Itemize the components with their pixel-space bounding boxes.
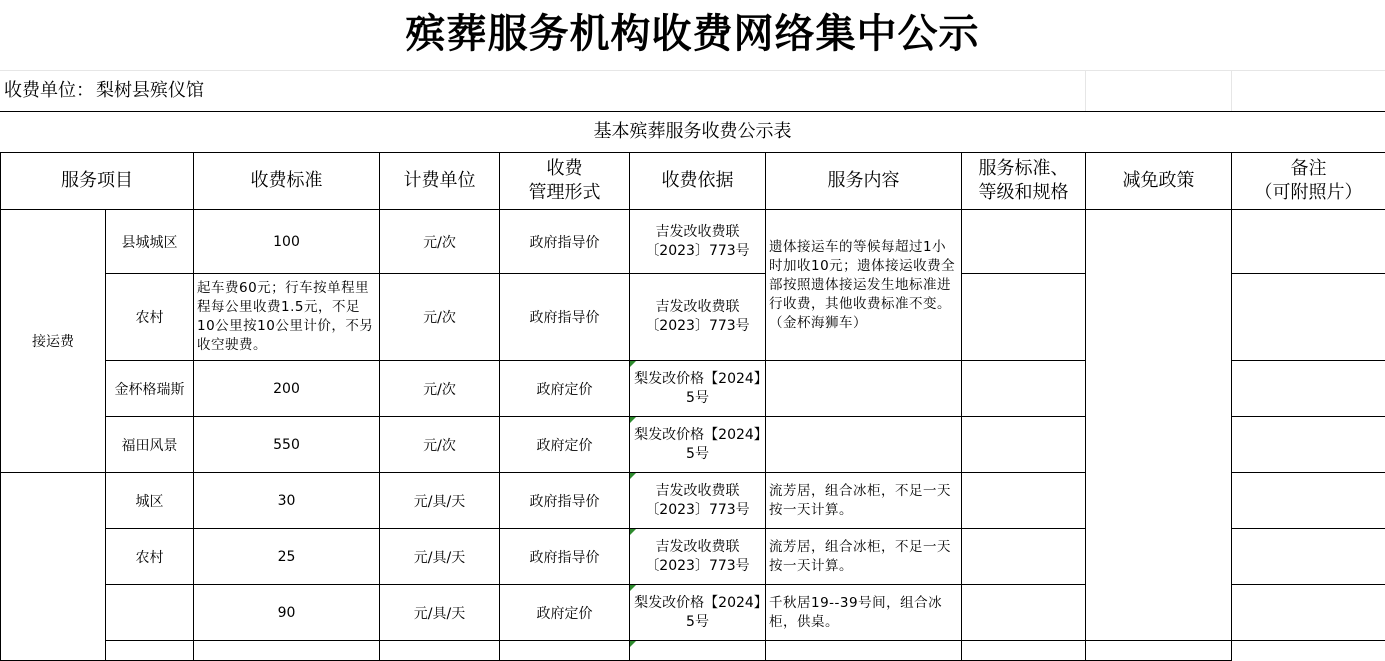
header-level-1: 服务标准、 [979,158,1069,179]
basis-cell: 吉发改收费联〔2023〕773号 [630,473,766,529]
header-remark [1232,153,1385,210]
level-cell [962,473,1086,529]
mgmt-cell: 政府指导价 [500,210,630,274]
basis-cell: 梨发改价格【2024】5号 [630,417,766,473]
header-mgmt [500,153,630,210]
level-cell [962,361,1086,417]
mgmt-cell: 政府定价 [500,361,630,417]
mgmt-cell: 政府定价 [500,585,630,641]
unit-cell: 元/具/天 [380,473,500,529]
sub-item-cell [106,641,194,661]
unit-cell: 元/具/天 [380,585,500,641]
header-level [962,153,1086,210]
content-cell [766,641,962,661]
header-row [1,153,1385,210]
unit-cell: 元/次 [380,361,500,417]
group-cell: 接运费 [1,210,106,473]
mgmt-cell: 政府指导价 [500,473,630,529]
remark-cell [1086,641,1232,661]
content-cell [766,417,962,473]
standard-cell [194,641,380,661]
level-cell [962,210,1086,274]
content-cell [766,361,962,417]
basis-cell: 吉发改收费联〔2023〕773号 [630,274,766,361]
header-basis: 收费依据 [630,153,766,210]
relief-cell [1086,210,1232,641]
standard-cell: 25 [194,529,380,585]
level-cell [962,585,1086,641]
header-unit: 计费单位 [380,153,500,210]
remark-cell [1232,417,1385,473]
remark-cell [1232,585,1385,641]
fee-unit [4,71,204,111]
content-cell: 流芳居，组合冰柜，不足一天按一天计算。 [766,473,962,529]
standard-cell: 起车费60元；行车按单程里程每公里收费1.5元，不足10公里按10公里计价，不另收空驶费。 [194,274,380,361]
unit-cell: 元/次 [380,417,500,473]
basis-cell: 梨发改价格【2024】5号 [630,585,766,641]
unit-cell: 元/具/天 [380,529,500,585]
basis-cell [630,641,766,661]
group-cell [1,473,106,661]
fee-unit-label: 收费单位： [4,80,94,101]
content-cell: 遗体接运车的等候每超过1小时加收10元；遗体接运收费全部按照遗体接运发生地标准进行收费，其他收费标准不变。（金杯海狮车） [766,210,962,361]
sub-item-cell: 县城城区 [106,210,194,274]
mgmt-cell: 政府指导价 [500,529,630,585]
level-cell [962,641,1086,661]
level-cell [962,417,1086,473]
sub-item-cell: 福田风景 [106,417,194,473]
sub-item-cell: 城区 [106,473,194,529]
header-relief: 减免政策 [1086,153,1232,210]
standard-cell: 100 [194,210,380,274]
level-cell [962,274,1086,361]
sub-item-cell: 金杯格瑞斯 [106,361,194,417]
unit-cell: 元/次 [380,274,500,361]
table-row [1,641,1385,661]
unit-cell: 元/次 [380,210,500,274]
fee-unit-value: 梨树县殡仪馆 [96,80,204,101]
content-cell: 流芳居，组合冰柜，不足一天按一天计算。 [766,529,962,585]
header-mgmt-1: 收费 [547,158,583,179]
level-cell [962,529,1086,585]
header-standard: 收费标准 [194,153,380,210]
basis-cell: 吉发改收费联〔2023〕773号 [630,210,766,274]
sub-item-cell: 农村 [106,529,194,585]
header-level-2: 等级和规格 [979,182,1069,203]
standard-cell: 200 [194,361,380,417]
remark-cell [1232,473,1385,529]
page-title: 殡葬服务机构收费网络集中公示 [0,0,1385,70]
standard-cell: 90 [194,585,380,641]
mgmt-cell [500,641,630,661]
mgmt-cell: 政府指导价 [500,274,630,361]
remark-cell [1232,361,1385,417]
mgmt-cell: 政府定价 [500,417,630,473]
remark-cell [1232,529,1385,585]
basis-cell: 吉发改收费联〔2023〕773号 [630,529,766,585]
header-mgmt-2: 管理形式 [529,182,601,203]
unit-cell [380,641,500,661]
basis-cell: 梨发改价格【2024】5号 [630,361,766,417]
table-title: 基本殡葬服务收费公示表 [0,112,1385,152]
header-item: 服务项目 [1,153,194,210]
remark-cell [1232,274,1385,361]
header-content: 服务内容 [766,153,962,210]
header-remark-1: 备注 [1291,158,1327,179]
table-row [1,210,1385,274]
fee-table [0,152,1385,661]
standard-cell: 550 [194,417,380,473]
sub-item-cell: 农村 [106,274,194,361]
remark-cell [1232,210,1385,274]
standard-cell: 30 [194,473,380,529]
sub-item-cell [106,585,194,641]
content-cell: 千秋居19--39号间，组合冰柜，供桌。 [766,585,962,641]
header-remark-2: （可附照片） [1255,182,1363,203]
